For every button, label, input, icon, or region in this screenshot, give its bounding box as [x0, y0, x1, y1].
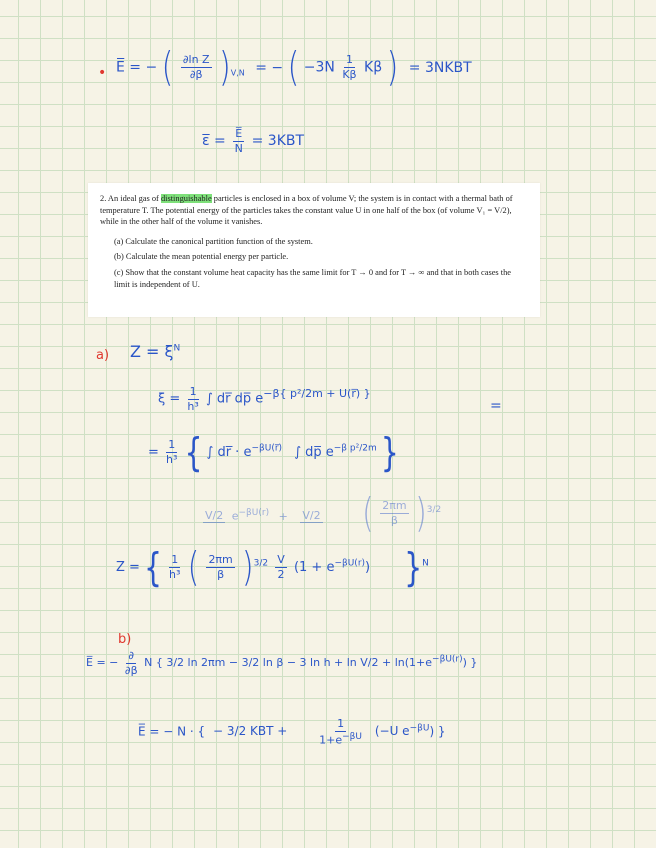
z-eq: Z = ξ: [130, 342, 174, 361]
b1-body: N { 3/2 ln 2πm − 3/2 ln β − 3 ln h + ln V/2 + ln(1+e: [144, 656, 433, 670]
under2-paren-open: (: [362, 489, 374, 538]
z-equals-xi-n: [130, 342, 180, 361]
problem-text-b: particles is enclosed in a box of volume V; the system is in contact with a thermal bath of temperature T. The potential energy of the particles takes the constant value U in one half of the box (of volume V₁ = V/2), while in the other half of the volume it vanishes.: [100, 194, 513, 227]
v-half-b-text: V/2: [302, 508, 321, 522]
b2-tail: (−U e: [374, 724, 410, 739]
b2-frac-num: 1: [337, 717, 345, 730]
paren-open: (: [161, 43, 174, 92]
dlnz-dbeta-fraction: [181, 54, 212, 80]
b2-lhs: E̅ = − N · {: [138, 724, 206, 739]
zfinal-tail-exp: −βU(r): [334, 558, 366, 569]
xi-prefactor: [187, 386, 198, 412]
zfinal-v-fraction: [275, 554, 287, 580]
highlighted-word: distinguishable: [160, 194, 212, 203]
v-half-b: [300, 510, 322, 524]
z-final: [116, 543, 429, 592]
problem-statement: [88, 183, 540, 317]
zfinal-exp: 3/2: [253, 558, 269, 569]
position-integral: ∫ dr̅ · e: [206, 445, 252, 460]
part-a-label: a): [96, 348, 110, 363]
paren-close: ): [219, 43, 231, 92]
zfinal-paren-close: ): [241, 543, 254, 592]
zfinal-frac-den: h³: [169, 568, 181, 581]
under1-e: e: [231, 509, 239, 523]
zfinal-prefactor: [169, 554, 180, 580]
b2-tail-exp: −βU: [409, 723, 430, 734]
fixed-vars-subscript: V,N: [230, 68, 245, 78]
n-den: N: [234, 141, 243, 155]
b2-frac-den-exp: −βU: [342, 731, 363, 742]
momentum-integral-result: [362, 489, 442, 538]
line3-frac-num: 1: [168, 438, 176, 452]
paren-open-2: (: [287, 43, 300, 92]
problem-paragraph: [100, 193, 528, 228]
brace-close: }: [380, 429, 399, 476]
line3-lhs: =: [148, 445, 159, 460]
b1-derivative: [125, 650, 138, 676]
xi-frac-den: h³: [187, 399, 199, 413]
line1-rhs: = 3NKBT: [408, 59, 472, 76]
paren-close-2: ): [386, 43, 399, 92]
under2-fraction: [380, 500, 408, 526]
xi-definition: [158, 386, 371, 412]
mean-energy-lhs: E̅ = −: [116, 59, 158, 76]
zfinal-tail: (1 + e: [293, 560, 335, 575]
inner-term-b: Kβ: [364, 59, 383, 76]
question-b: (b) Calculate the mean potential energy per particle.: [114, 252, 289, 262]
inner-term-a: −3N: [303, 59, 335, 76]
zfinal-paren-open: (: [187, 543, 200, 592]
e-over-n-fraction: [233, 128, 244, 154]
line3-prefactor: [166, 439, 177, 465]
xi-exponent: −β{ p²/2m + U(r̅) }: [263, 387, 371, 401]
mean-energy-per-particle-line: [202, 128, 304, 154]
zfinal-power: N: [422, 558, 429, 569]
bullet-mark: •: [98, 65, 107, 81]
b2-frac-den: [319, 732, 362, 746]
xi-rhs-equals: =: [490, 398, 502, 414]
part-b-line1: [86, 650, 477, 676]
b2-frac-den-base: 1+e: [319, 733, 343, 747]
under2-paren-close: ): [415, 489, 427, 538]
v-half-a-text: V/2: [205, 508, 224, 522]
b1-exp: −βU(r): [432, 654, 463, 665]
momentum-exponent: −β p²/2m: [333, 443, 377, 454]
position-exponent: −βU(r̅): [251, 443, 283, 454]
zfinal-brace-open: {: [144, 544, 162, 591]
zfinal-paren-den: β: [217, 568, 225, 581]
b1-d-num: ∂: [128, 649, 135, 662]
problem-text-a: 2. An ideal gas of: [100, 194, 161, 203]
xi-frac-num: 1: [189, 385, 197, 398]
under2-den: β: [390, 514, 398, 527]
dlnz-num: ∂ln Z: [182, 53, 210, 67]
zfinal-brace-close: }: [404, 544, 423, 591]
b1-close: ) }: [462, 656, 478, 670]
z-sup: N: [173, 343, 181, 354]
brace-open: {: [184, 429, 203, 476]
e-num: E̅: [235, 127, 243, 140]
b1-d-den: ∂β: [124, 663, 138, 677]
b2-fraction: [319, 718, 362, 746]
question-c: (c) Show that the constant volume heat capacity has the same limit for T → 0 and for T → ∞ and that in both cases the limit is independent of U.: [114, 267, 512, 289]
zfinal-close: ): [365, 560, 371, 575]
equals-minus: = −: [255, 59, 284, 76]
under2-num: 2πm: [382, 499, 407, 513]
zfinal-thermal-fraction: [206, 554, 234, 580]
line2-rhs: = 3KBT: [251, 133, 305, 150]
zfinal-frac-num: 1: [171, 553, 179, 567]
line3-frac-den: h³: [166, 453, 178, 466]
under1-exp: −βU(r): [238, 508, 270, 518]
zfinal-v-num: V: [277, 553, 285, 567]
eps-lhs: ε̅ =: [202, 133, 226, 150]
xi-integral: ∫ dr̅ dp̅ e: [205, 391, 264, 407]
zfinal-lhs: Z =: [116, 560, 140, 575]
b1-lhs: E̅ = −: [86, 656, 119, 670]
v-half-a: [203, 510, 225, 524]
b2-a: − 3/2 KBT +: [213, 724, 288, 739]
xi-lhs: ξ =: [158, 391, 181, 407]
dlnz-den: ∂β: [189, 68, 203, 81]
inner-frac-num: 1: [345, 53, 353, 67]
part-b-line2: [138, 718, 446, 746]
position-integral-result: [200, 508, 326, 523]
part-b-label: b): [118, 632, 132, 647]
under2-exp: 3/2: [426, 504, 442, 515]
zfinal-paren-num: 2πm: [208, 553, 233, 567]
inner-fraction: [342, 54, 356, 80]
xi-factorized: [148, 429, 399, 476]
b2-close: ) }: [429, 724, 446, 739]
energy-derivative-line: [116, 43, 472, 92]
momentum-integral: ∫ dp̅ e: [294, 445, 334, 460]
under1-plus: +: [278, 509, 288, 523]
inner-frac-den: Kβ: [342, 68, 357, 81]
question-a: (a) Calculate the canonical partition function of the system.: [114, 236, 313, 246]
zfinal-v-den: 2: [277, 568, 285, 581]
